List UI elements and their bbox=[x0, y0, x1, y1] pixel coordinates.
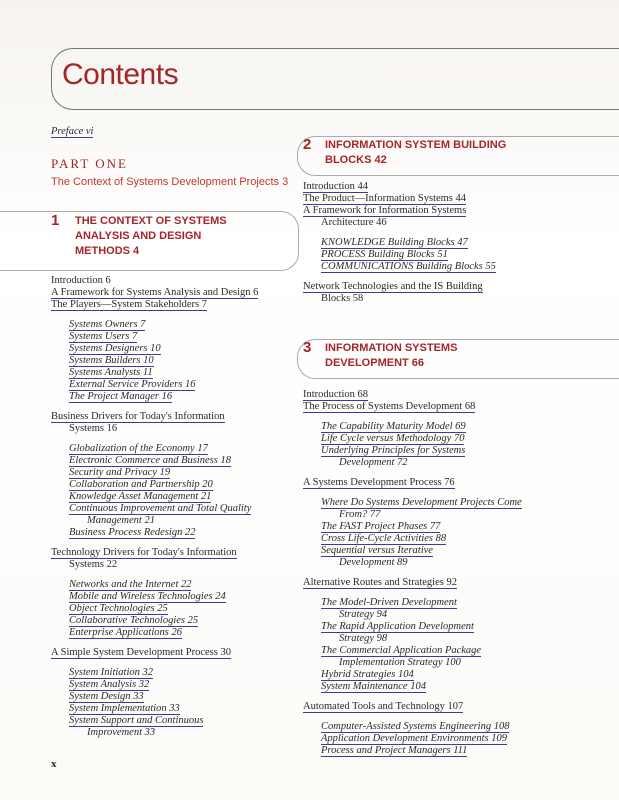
toc-link[interactable]: Business Process Redesign 22 bbox=[69, 527, 196, 538]
toc-link[interactable]: Systems Builders 10 bbox=[69, 355, 154, 366]
toc-link[interactable]: Mobile and Wireless Technologies 24 bbox=[69, 591, 226, 602]
chapter-2-heading[interactable] bbox=[303, 136, 608, 176]
toc-link[interactable]: Introduction 68 bbox=[303, 389, 369, 400]
toc-link[interactable]: Cross Life-Cycle Activities 88 bbox=[321, 533, 447, 544]
toc-link[interactable]: System Maintenance 104 bbox=[321, 681, 426, 692]
toc-entry: Improvement 33 bbox=[87, 727, 156, 738]
toc-link[interactable]: Systems Owners 7 bbox=[69, 319, 146, 330]
toc-link[interactable]: Continuous Improvement and Total Quality bbox=[69, 503, 252, 514]
toc-entry: Strategy 94 bbox=[339, 609, 388, 620]
toc-link[interactable]: The Product—Information Systems 44 bbox=[303, 193, 467, 204]
toc-entry: Implementation Strategy 100 bbox=[339, 657, 461, 668]
toc-link[interactable]: A Systems Development Process 76 bbox=[303, 477, 455, 488]
toc-link[interactable]: System Analysis 32 bbox=[69, 679, 150, 690]
toc-link[interactable]: Networks and the Internet 22 bbox=[69, 579, 192, 590]
toc-link[interactable]: Network Technologies and the IS Building bbox=[303, 281, 483, 292]
chapter-title: INFORMATION SYSTEM BUILDING BLOCKS 42 bbox=[325, 139, 507, 166]
chapter-number: 3 bbox=[303, 339, 312, 356]
toc-link[interactable]: Systems Users 7 bbox=[69, 331, 138, 342]
toc-link[interactable]: The FAST Project Phases 77 bbox=[321, 521, 441, 532]
toc-link[interactable]: Sequential versus Iterative bbox=[321, 545, 433, 556]
toc-entry: Blocks 58 bbox=[321, 293, 364, 304]
toc-link[interactable]: A Framework for Systems Analysis and Design 6 bbox=[51, 287, 259, 298]
toc-link[interactable]: Underlying Principles for Systems bbox=[321, 445, 466, 456]
toc-link[interactable]: System Design 33 bbox=[69, 691, 144, 702]
chapter-number: 2 bbox=[303, 136, 312, 153]
toc-link[interactable]: Globalization of the Economy 17 bbox=[69, 443, 208, 454]
toc-link[interactable]: COMMUNICATIONS Building Blocks 55 bbox=[321, 261, 496, 272]
toc-link[interactable]: Computer-Assisted Systems Engineering 108 bbox=[321, 721, 510, 732]
toc-link[interactable]: Systems Analysts 11 bbox=[69, 367, 153, 378]
toc-entry: Strategy 98 bbox=[339, 633, 388, 644]
toc-link[interactable]: A Simple System Development Process 30 bbox=[51, 647, 231, 658]
toc-link[interactable]: Where Do Systems Development Projects Come bbox=[321, 497, 522, 508]
toc-link[interactable]: Process and Project Managers 111 bbox=[321, 745, 468, 756]
toc-link[interactable]: KNOWLEDGE Building Blocks 47 bbox=[321, 237, 468, 248]
toc-link[interactable]: System Initiation 32 bbox=[69, 667, 153, 678]
toc-link[interactable]: Life Cycle versus Methodology 70 bbox=[321, 433, 465, 444]
toc-entry: Management 21 bbox=[87, 515, 155, 526]
toc-link[interactable]: Hybrid Strategies 104 bbox=[321, 669, 414, 680]
toc-link[interactable]: Enterprise Applications 26 bbox=[69, 627, 182, 638]
toc-link[interactable]: System Implementation 33 bbox=[69, 703, 180, 714]
toc-link[interactable]: A Framework for Information Systems bbox=[303, 205, 467, 216]
page-number: x bbox=[51, 758, 57, 770]
toc-entry: Systems 16 bbox=[69, 423, 118, 434]
toc-entry: From? 77 bbox=[339, 509, 381, 520]
toc-link[interactable]: The Commercial Application Package bbox=[321, 645, 482, 656]
toc-link[interactable]: Security and Privacy 19 bbox=[69, 467, 171, 478]
toc-link[interactable]: Object Technologies 25 bbox=[69, 603, 168, 614]
toc-link-preface[interactable]: Preface vi bbox=[51, 126, 94, 137]
toc-link[interactable]: Application Development Environments 109 bbox=[321, 733, 507, 744]
toc-link[interactable]: Electronic Commerce and Business 18 bbox=[69, 455, 231, 466]
part-title[interactable]: The Context of Systems Development Projects 3 bbox=[51, 176, 289, 188]
toc-link[interactable]: Automated Tools and Technology 107 bbox=[303, 701, 464, 712]
chapter-title: THE CONTEXT OF SYSTEMS ANALYSIS AND DESIGN METHODS 4 bbox=[75, 215, 227, 257]
toc-entry: Systems 22 bbox=[69, 559, 118, 570]
toc-link[interactable]: Knowledge Asset Management 21 bbox=[69, 491, 212, 502]
toc-link[interactable]: The Model-Driven Development bbox=[321, 597, 457, 608]
toc-link[interactable]: The Process of Systems Development 68 bbox=[303, 401, 476, 412]
chapter-3-heading[interactable] bbox=[303, 339, 608, 379]
toc-link[interactable]: Systems Designers 10 bbox=[69, 343, 161, 354]
left-column bbox=[51, 126, 291, 739]
chapter-1-heading[interactable] bbox=[0, 211, 291, 271]
toc-link[interactable]: System Support and Continuous bbox=[69, 715, 204, 726]
toc-link[interactable]: Technology Drivers for Today's Information bbox=[51, 547, 237, 558]
toc-link[interactable]: The Rapid Application Development bbox=[321, 621, 474, 632]
toc-link[interactable]: Collaboration and Partnership 20 bbox=[69, 479, 213, 490]
chapter-title: INFORMATION SYSTEMS DEVELOPMENT 66 bbox=[325, 342, 458, 369]
toc-entry: Architecture 46 bbox=[321, 217, 387, 228]
right-column bbox=[303, 136, 608, 757]
toc-link[interactable]: The Project Manager 16 bbox=[69, 391, 173, 402]
chapter-number: 1 bbox=[51, 212, 60, 229]
toc-link[interactable]: External Service Providers 16 bbox=[69, 379, 196, 390]
toc-link[interactable]: The Players—System Stakeholders 7 bbox=[51, 299, 208, 310]
toc-entry: Development 72 bbox=[339, 457, 408, 468]
toc-link[interactable]: Business Drivers for Today's Information bbox=[51, 411, 225, 422]
toc-link[interactable]: The Capability Maturity Model 69 bbox=[321, 421, 466, 432]
toc-link[interactable]: PROCESS Building Blocks 51 bbox=[321, 249, 448, 260]
page-title: Contents bbox=[62, 58, 179, 91]
part-label: PART ONE bbox=[51, 156, 128, 171]
toc-link[interactable]: Collaborative Technologies 25 bbox=[69, 615, 199, 626]
toc-entry: Development 89 bbox=[339, 557, 408, 568]
toc-entry[interactable]: Introduction 6 bbox=[51, 275, 111, 286]
toc-link[interactable]: Introduction 44 bbox=[303, 181, 369, 192]
toc-link[interactable]: Alternative Routes and Strategies 92 bbox=[303, 577, 457, 588]
